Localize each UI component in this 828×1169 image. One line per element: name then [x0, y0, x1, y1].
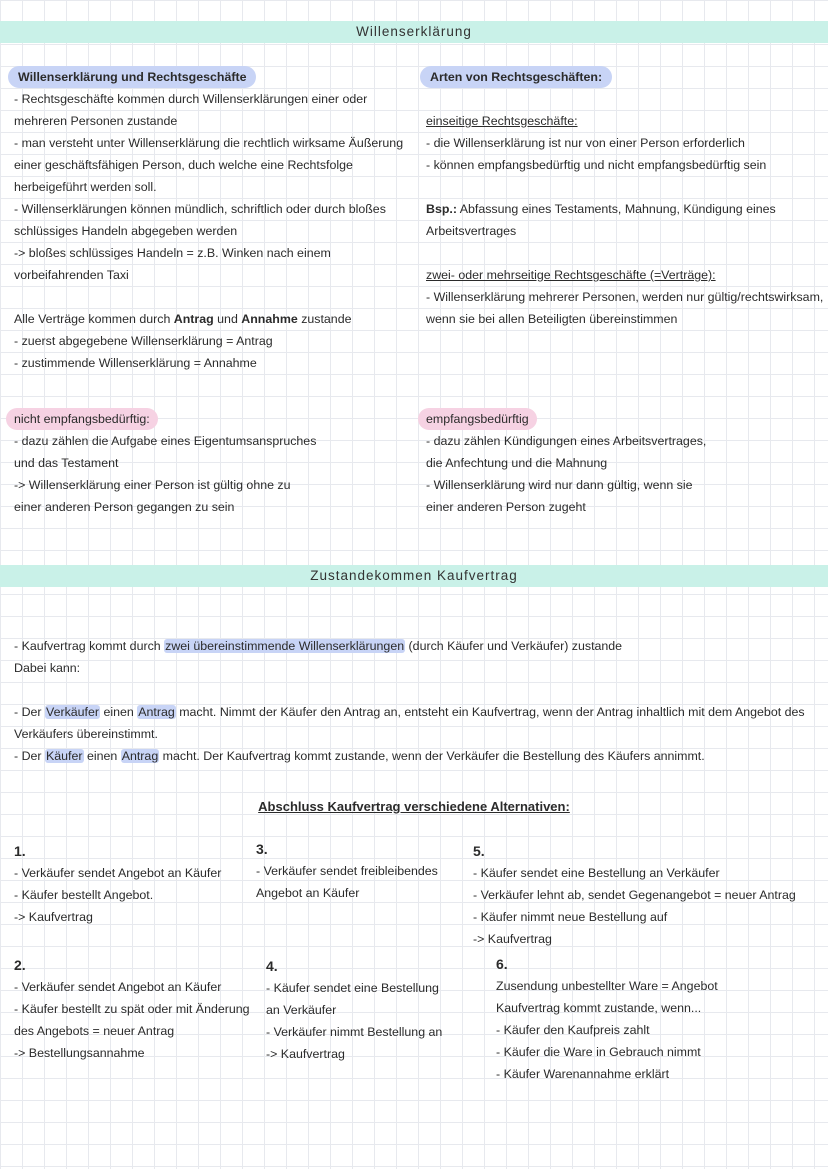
alt-number: 2.: [14, 957, 26, 973]
text-line: - dazu zählen Kündigungen eines Arbeitsvertrages,: [426, 434, 707, 448]
text-line: - können empfangsbedürftig und nicht empfangsbedürftig sein: [426, 158, 767, 172]
text-line: - Käufer bestellt zu spät oder mit Änderung: [14, 1002, 250, 1016]
text-line: vorbeifahrenden Taxi: [14, 268, 129, 282]
section-title-willenserklaerung: Willenserklärung: [0, 21, 828, 43]
text-line: Kaufvertrag kommt zustande, wenn...: [496, 1001, 702, 1015]
alternative-3: [256, 838, 438, 904]
heading-nicht-empfangsbeduerftig: nicht empfangsbedürftig:: [6, 408, 158, 430]
text-line: -> Kaufvertrag: [473, 932, 552, 946]
text-line: und das Testament: [14, 456, 119, 470]
text-line: des Angebots = neuer Antrag: [14, 1024, 175, 1038]
text-line: einer anderen Person gegangen zu sein: [14, 500, 235, 514]
alt-number: 3.: [256, 841, 268, 857]
text-line: die Anfechtung und die Mahnung: [426, 456, 608, 470]
text-line: -> bloßes schlüssiges Handeln = z.B. Winken nach einem: [14, 246, 331, 260]
text-line: mehreren Personen zustande: [14, 114, 178, 128]
text-line: - Verkäufer sendet Angebot an Käufer: [14, 866, 222, 880]
alternative-6: [496, 953, 718, 1085]
alt-number: 1.: [14, 843, 26, 859]
text-line: - Käufer die Ware in Gebrauch nimmt: [496, 1045, 701, 1059]
text-line: -> Willenserklärung einer Person ist gültig ohne zu: [14, 478, 291, 492]
text-line: -> Bestellungsannahme: [14, 1046, 145, 1060]
text-line: Dabei kann:: [14, 661, 81, 675]
text-line: - Käufer Warenannahme erklärt: [496, 1067, 670, 1081]
alt-number: 5.: [473, 843, 485, 859]
text-line: schlüssiges Handeln abgegeben werden: [14, 224, 238, 238]
contract-line: Alle Verträge kommen durch Antrag und Annahme zustande: [14, 312, 352, 326]
text-line: Verkäufers übereinstimmt.: [14, 727, 158, 741]
text-line: - Käufer sendet eine Bestellung an Verkäufer: [473, 866, 720, 880]
text-line: - zuerst abgegebene Willenserklärung = Antrag: [14, 334, 273, 348]
text-line: -> Kaufvertrag: [266, 1047, 345, 1061]
block-nicht-empfangsbeduerftig: [6, 408, 316, 518]
kauf-line-1: - Kaufvertrag kommt durch zwei übereinstimmende Willenserklärungen (durch Käufer und Verkäufer) zustande: [14, 639, 623, 653]
text-line: - Willenserklärung mehrerer Personen, werden nur gültig/rechtswirksam,: [426, 290, 824, 304]
right-block-arten: [420, 66, 823, 330]
text-line: - Verkäufer sendet freibleibendes: [256, 864, 438, 878]
text-line: -> Kaufvertrag: [14, 910, 93, 924]
heading-empfangsbeduerftig: empfangsbedürftig: [418, 408, 537, 430]
subheading-mehrseitig: zwei- oder mehrseitige Rechtsgeschäfte (=Verträge):: [426, 268, 716, 282]
kauf-paragraph-verkaeufer: - Der Verkäufer einen Antrag macht. Nimmt der Käufer den Antrag an, entsteht ein Kaufvertrag, wenn der Antrag inhaltlich mit dem Angebot des: [14, 705, 805, 719]
alternative-2: [14, 954, 250, 1064]
kauf-paragraph-kaeufer: - Der Käufer einen Antrag macht. Der Kaufvertrag kommt zustande, wenn der Verkäufer die Bestellung des Käufers annimmt.: [14, 749, 705, 763]
text-line: - Rechtsgeschäfte kommen durch Willenserklärungen einer oder: [14, 92, 368, 106]
text-line: an Verkäufer: [266, 1003, 337, 1017]
text-line: Arbeitsvertrages: [426, 224, 517, 238]
block-empfangsbeduerftig: [418, 408, 706, 518]
heading-alternativen: Abschluss Kaufvertrag verschiedene Alternativen:: [258, 799, 570, 814]
text-line: - Willenserklärungen können mündlich, schriftlich oder durch bloßes: [14, 202, 386, 216]
text-line: - Käufer bestellt Angebot.: [14, 888, 154, 902]
text-line: einer geschäftsfähigen Person, duch welche eine Rechtsfolge: [14, 158, 353, 172]
alternative-5: [473, 840, 796, 950]
left-block-willenserklaerung: [8, 66, 403, 374]
alternative-1: [14, 840, 221, 928]
text-line: - zustimmende Willenserklärung = Annahme: [14, 356, 257, 370]
text-line: - Käufer nimmt neue Bestellung auf: [473, 910, 668, 924]
block-kaufvertrag: [14, 635, 805, 767]
section-title-kaufvertrag: Zustandekommen Kaufvertrag: [0, 565, 828, 587]
text-line: Angebot an Käufer: [256, 886, 360, 900]
text-line: - Käufer den Kaufpreis zahlt: [496, 1023, 650, 1037]
text-line: - Käufer sendet eine Bestellung: [266, 981, 439, 995]
alt-number: 6.: [496, 956, 508, 972]
heading-willenserklaerung-rechtsgeschaefte: Willenserklärung und Rechtsgeschäfte: [8, 66, 256, 88]
alt-number: 4.: [266, 958, 278, 974]
subheading-einseitig: einseitige Rechtsgeschäfte:: [426, 114, 578, 128]
example-line: Bsp.: Abfassung eines Testaments, Mahnung, Kündigung eines: [426, 202, 776, 216]
text-line: - man versteht unter Willenserklärung die rechtlich wirksame Äußerung: [14, 136, 404, 150]
text-line: - Verkäufer sendet Angebot an Käufer: [14, 980, 222, 994]
alternative-4: [266, 955, 442, 1065]
text-line: - Verkäufer nimmt Bestellung an: [266, 1025, 443, 1039]
text-line: - Willenserklärung wird nur dann gültig, wenn sie: [426, 478, 693, 492]
heading-arten-rechtsgeschaefte: Arten von Rechtsgeschäften:: [420, 66, 612, 88]
text-line: herbeigeführt werden soll.: [14, 180, 157, 194]
text-line: Zusendung unbestellter Ware = Angebot: [496, 979, 718, 993]
text-line: einer anderen Person zugeht: [426, 500, 586, 514]
text-line: - dazu zählen die Aufgabe eines Eigentumsanspruches: [14, 434, 317, 448]
text-line: wenn sie bei allen Beteiligten übereinstimmen: [426, 312, 678, 326]
text-line: - die Willenserklärung ist nur von einer Person erforderlich: [426, 136, 745, 150]
text-line: - Verkäufer lehnt ab, sendet Gegenangebot = neuer Antrag: [473, 888, 796, 902]
